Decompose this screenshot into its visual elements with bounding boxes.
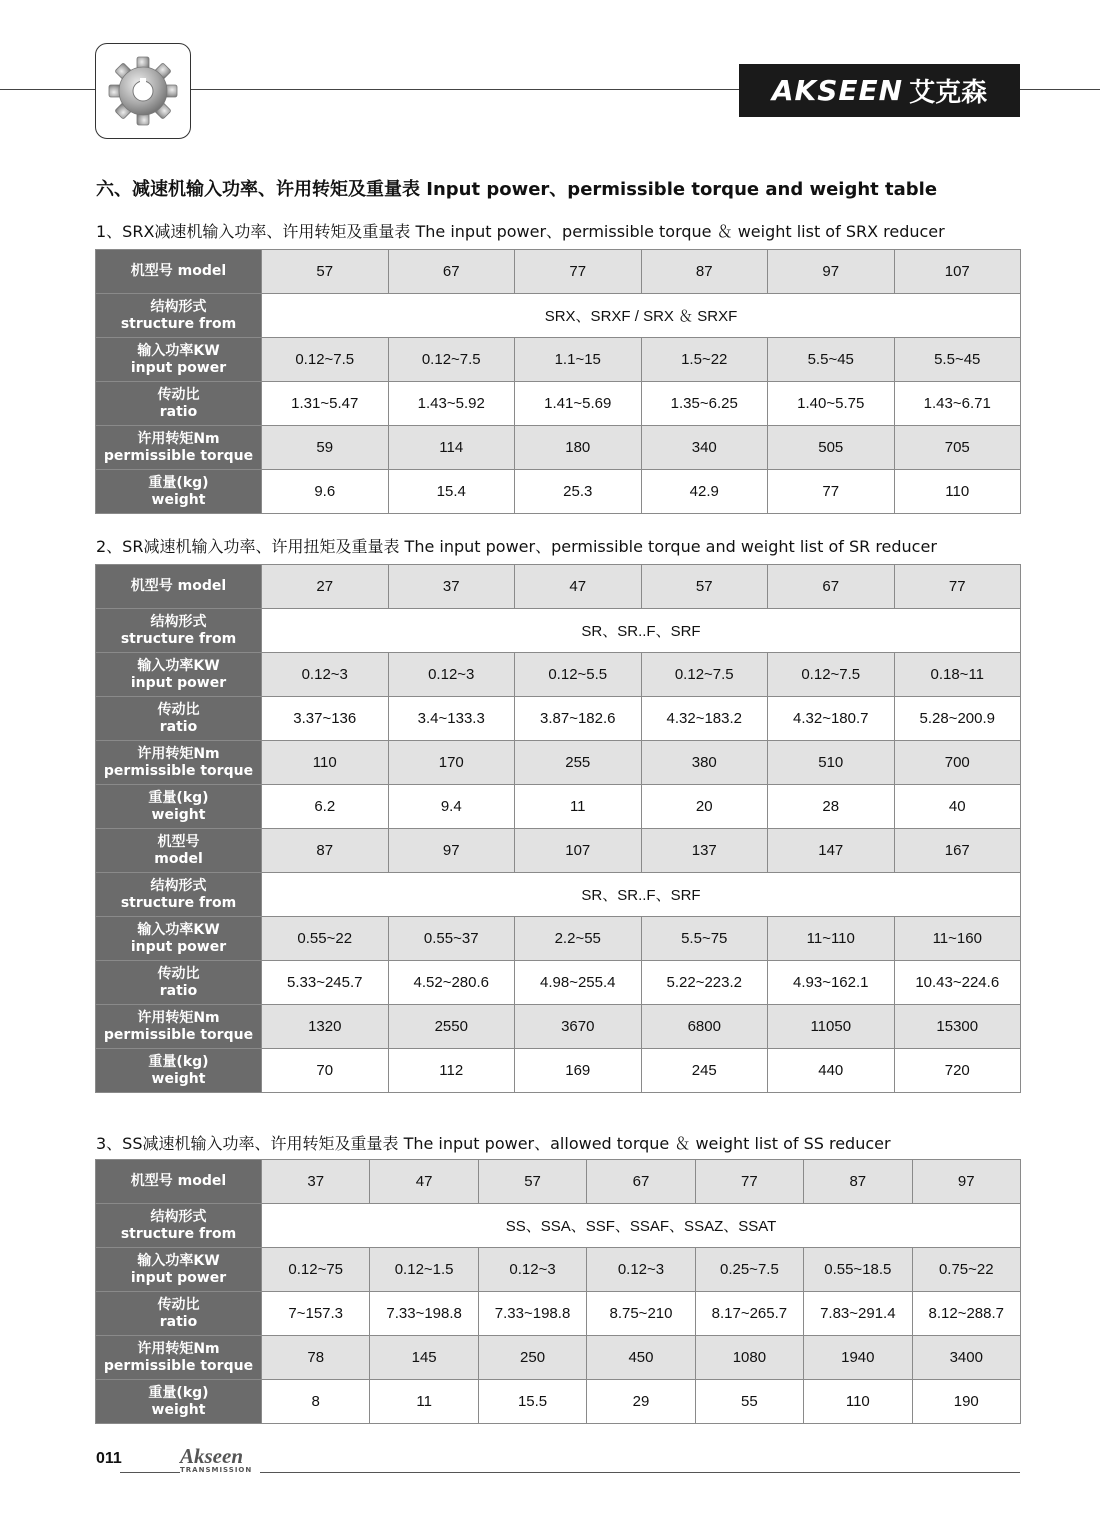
row-header	[96, 1380, 262, 1424]
table-cell: 8.75~210	[587, 1292, 695, 1336]
table-cell: 0.12~7.5	[641, 653, 768, 697]
row-header-label: 许用转矩Nm	[137, 430, 220, 447]
row-header-label: ratio	[159, 1313, 198, 1330]
row-header	[96, 250, 262, 294]
table-cell: 10.43~224.6	[894, 961, 1021, 1005]
table-cell: 28	[768, 785, 895, 829]
row-header	[96, 426, 262, 470]
srx-spec-table	[95, 249, 1021, 514]
table-cell: 27	[262, 565, 389, 609]
table-cell: 42.9	[641, 470, 768, 514]
table-row	[96, 653, 1021, 697]
row-header	[96, 1005, 262, 1049]
table-cell: 1.43~5.92	[388, 382, 515, 426]
brand-name-en: AKSEEN	[771, 74, 904, 107]
table-row	[96, 565, 1021, 609]
table-cell: 7.33~198.8	[478, 1292, 586, 1336]
table-cell: 8	[262, 1380, 370, 1424]
table-cell: 1.35~6.25	[641, 382, 768, 426]
table-cell: 1.1~15	[515, 338, 642, 382]
table-row	[96, 338, 1021, 382]
table-cell: 6800	[641, 1005, 768, 1049]
table-cell: 110	[262, 741, 389, 785]
table-cell: 5.33~245.7	[262, 961, 389, 1005]
table-cell: 0.75~22	[912, 1248, 1020, 1292]
row-header-label: 许用转矩Nm	[137, 1340, 220, 1357]
row-header-label: 输入功率KW	[137, 342, 220, 359]
table-cell: 5.5~45	[894, 338, 1021, 382]
row-header-label: input power	[130, 674, 227, 691]
table-cell: 1.31~5.47	[262, 382, 389, 426]
row-header-label: 重量(kg)	[148, 1384, 209, 1401]
structure-cell: SR、SR..F、SRF	[262, 873, 1021, 917]
table-cell: 47	[515, 565, 642, 609]
table-cell: 110	[804, 1380, 912, 1424]
table-cell: 3.37~136	[262, 697, 389, 741]
table-cell: 450	[587, 1336, 695, 1380]
table-cell: 3670	[515, 1005, 642, 1049]
row-header-label: weight	[151, 1070, 206, 1087]
table-cell: 78	[262, 1336, 370, 1380]
gear-logo-box	[95, 43, 191, 139]
table-cell: 0.12~3	[262, 653, 389, 697]
table-cell: 7~157.3	[262, 1292, 370, 1336]
table-cell: 0.55~37	[388, 917, 515, 961]
row-header-label: permissible torque	[103, 1357, 254, 1374]
table-cell: 67	[388, 250, 515, 294]
table-cell: 77	[894, 565, 1021, 609]
row-header-label: 传动比	[157, 965, 200, 982]
row-header	[96, 294, 262, 338]
table-cell: 37	[388, 565, 515, 609]
table-row	[96, 250, 1021, 294]
table-cell: 4.32~183.2	[641, 697, 768, 741]
row-header-label: 重量(kg)	[148, 1053, 209, 1070]
table-cell: 0.55~22	[262, 917, 389, 961]
table-cell: 97	[912, 1160, 1020, 1204]
table-cell: 4.52~280.6	[388, 961, 515, 1005]
table-cell: 59	[262, 426, 389, 470]
table-row	[96, 829, 1021, 873]
row-header	[96, 961, 262, 1005]
table-title-ss: 3、SS减速机输入功率、许用转矩及重量表 The input power、allowed torque ＆ weight list of SS reducer	[96, 1134, 891, 1153]
table-cell: 11050	[768, 1005, 895, 1049]
table-cell: 0.12~1.5	[370, 1248, 478, 1292]
table-cell: 170	[388, 741, 515, 785]
table-cell: 77	[695, 1160, 803, 1204]
table-cell: 15300	[894, 1005, 1021, 1049]
table-title-sr: 2、SR减速机输入功率、许用扭矩及重量表 The input power、permissible torque and weight list of SR reducer	[96, 537, 937, 556]
row-header	[96, 917, 262, 961]
table-row	[96, 1380, 1021, 1424]
row-header	[96, 785, 262, 829]
table-row	[96, 1336, 1021, 1380]
table-cell: 15.5	[478, 1380, 586, 1424]
table-cell: 0.12~3	[388, 653, 515, 697]
table-cell: 255	[515, 741, 642, 785]
table-cell: 107	[515, 829, 642, 873]
structure-cell: SRX、SRXF / SRX ＆ SRXF	[262, 294, 1021, 338]
table-cell: 3400	[912, 1336, 1020, 1380]
table-cell: 20	[641, 785, 768, 829]
row-header	[96, 653, 262, 697]
ss-spec-table	[95, 1159, 1021, 1424]
footer-logo-word: Akseen	[180, 1444, 243, 1468]
row-header	[96, 1204, 262, 1248]
table-cell: 145	[370, 1336, 478, 1380]
table-cell: 37	[262, 1160, 370, 1204]
table-row	[96, 1005, 1021, 1049]
table-cell: 0.12~3	[587, 1248, 695, 1292]
table-cell: 87	[641, 250, 768, 294]
table-cell: 87	[262, 829, 389, 873]
table-cell: 114	[388, 426, 515, 470]
table-cell: 380	[641, 741, 768, 785]
table-cell: 47	[370, 1160, 478, 1204]
row-header	[96, 470, 262, 514]
table-row	[96, 1292, 1021, 1336]
table-row	[96, 426, 1021, 470]
row-header-label: weight	[151, 491, 206, 508]
table-row	[96, 1248, 1021, 1292]
table-cell: 97	[768, 250, 895, 294]
row-header-label: weight	[151, 1401, 206, 1418]
row-header-label: 机型号	[157, 833, 200, 850]
section-heading: 六、减速机输入功率、许用转矩及重量表 Input power、permissible torque and weight table	[96, 179, 938, 200]
table-cell: 250	[478, 1336, 586, 1380]
table-cell: 1.40~5.75	[768, 382, 895, 426]
table-cell: 340	[641, 426, 768, 470]
table-cell: 440	[768, 1049, 895, 1093]
row-header	[96, 829, 262, 873]
table-cell: 7.33~198.8	[370, 1292, 478, 1336]
table-cell: 40	[894, 785, 1021, 829]
row-header	[96, 382, 262, 426]
row-header-label: 重量(kg)	[148, 789, 209, 806]
row-header-label: input power	[130, 938, 227, 955]
row-header	[96, 1336, 262, 1380]
table-cell: 4.32~180.7	[768, 697, 895, 741]
table-cell: 2550	[388, 1005, 515, 1049]
table-cell: 190	[912, 1380, 1020, 1424]
table-cell: 6.2	[262, 785, 389, 829]
row-header-label: input power	[130, 1269, 227, 1286]
table-cell: 510	[768, 741, 895, 785]
row-header	[96, 565, 262, 609]
row-header-label: 机型号 model	[130, 263, 227, 279]
row-header-label: 传动比	[157, 701, 200, 718]
table-cell: 11	[370, 1380, 478, 1424]
table-cell: 110	[894, 470, 1021, 514]
table-cell: 57	[478, 1160, 586, 1204]
table-row	[96, 1160, 1021, 1204]
row-header-label: structure from	[120, 1225, 237, 1242]
row-header-label: weight	[151, 806, 206, 823]
row-header-label: 传动比	[157, 1296, 200, 1313]
table-row	[96, 470, 1021, 514]
table-cell: 11~160	[894, 917, 1021, 961]
table-cell: 700	[894, 741, 1021, 785]
table-cell: 70	[262, 1049, 389, 1093]
table-cell: 29	[587, 1380, 695, 1424]
table-cell: 2.2~55	[515, 917, 642, 961]
table-cell: 87	[804, 1160, 912, 1204]
table-row	[96, 873, 1021, 917]
table-cell: 169	[515, 1049, 642, 1093]
table-row	[96, 1204, 1021, 1248]
table-cell: 8.17~265.7	[695, 1292, 803, 1336]
table-cell: 4.93~162.1	[768, 961, 895, 1005]
table-cell: 11~110	[768, 917, 895, 961]
table-title-srx: 1、SRX减速机输入功率、许用转矩及重量表 The input power、permissible torque ＆ weight list of SRX reducer	[96, 222, 945, 241]
table-cell: 1.5~22	[641, 338, 768, 382]
table-cell: 7.83~291.4	[804, 1292, 912, 1336]
table-cell: 0.12~3	[478, 1248, 586, 1292]
row-header-label: 结构形式	[150, 877, 207, 894]
table-cell: 15.4	[388, 470, 515, 514]
table-cell: 5.5~75	[641, 917, 768, 961]
table-cell: 97	[388, 829, 515, 873]
table-cell: 0.12~7.5	[262, 338, 389, 382]
footer-logo-sub: TRANSMISSION	[180, 1466, 253, 1474]
table-cell: 55	[695, 1380, 803, 1424]
row-header-label: 机型号 model	[130, 1173, 227, 1189]
row-header-label: 结构形式	[150, 613, 207, 630]
row-header-label: structure from	[120, 315, 237, 332]
row-header-label: 输入功率KW	[137, 1252, 220, 1269]
table-cell: 1940	[804, 1336, 912, 1380]
table-cell: 0.12~75	[262, 1248, 370, 1292]
row-header	[96, 1248, 262, 1292]
brand-logo	[739, 64, 1020, 117]
row-header-label: permissible torque	[103, 1026, 254, 1043]
table-cell: 5.28~200.9	[894, 697, 1021, 741]
row-header-label: 许用转矩Nm	[137, 745, 220, 762]
row-header-label: 输入功率KW	[137, 657, 220, 674]
table-cell: 57	[262, 250, 389, 294]
table-cell: 245	[641, 1049, 768, 1093]
row-header	[96, 1160, 262, 1204]
table-cell: 1080	[695, 1336, 803, 1380]
structure-cell: SS、SSA、SSF、SSAF、SSAZ、SSAT	[262, 1204, 1021, 1248]
table-cell: 1320	[262, 1005, 389, 1049]
row-header-label: ratio	[159, 403, 198, 420]
table-cell: 0.12~5.5	[515, 653, 642, 697]
brand-name-cn: 艾克森	[909, 78, 988, 108]
row-header	[96, 609, 262, 653]
table-cell: 3.87~182.6	[515, 697, 642, 741]
table-cell: 0.18~11	[894, 653, 1021, 697]
row-header-label: input power	[130, 359, 227, 376]
table-row	[96, 1049, 1021, 1093]
table-cell: 25.3	[515, 470, 642, 514]
gear-icon	[105, 53, 181, 129]
table-cell: 112	[388, 1049, 515, 1093]
table-cell: 77	[515, 250, 642, 294]
row-header	[96, 741, 262, 785]
row-header-label: permissible torque	[103, 447, 254, 464]
table-cell: 0.12~7.5	[768, 653, 895, 697]
table-cell: 67	[768, 565, 895, 609]
table-cell: 9.6	[262, 470, 389, 514]
row-header-label: 机型号 model	[130, 578, 227, 594]
page-number: 011	[96, 1450, 126, 1468]
table-row	[96, 697, 1021, 741]
table-cell: 0.25~7.5	[695, 1248, 803, 1292]
table-cell: 9.4	[388, 785, 515, 829]
table-row	[96, 961, 1021, 1005]
row-header	[96, 338, 262, 382]
row-header	[96, 873, 262, 917]
table-cell: 0.12~7.5	[388, 338, 515, 382]
table-cell: 0.55~18.5	[804, 1248, 912, 1292]
row-header	[96, 697, 262, 741]
row-header	[96, 1292, 262, 1336]
row-header-label: 重量(kg)	[148, 474, 209, 491]
table-cell: 720	[894, 1049, 1021, 1093]
table-row	[96, 609, 1021, 653]
row-header-label: structure from	[120, 630, 237, 647]
table-cell: 67	[587, 1160, 695, 1204]
table-cell: 57	[641, 565, 768, 609]
row-header-label: 结构形式	[150, 1208, 207, 1225]
table-cell: 5.22~223.2	[641, 961, 768, 1005]
table-cell: 4.98~255.4	[515, 961, 642, 1005]
row-header-label: 结构形式	[150, 298, 207, 315]
table-row	[96, 741, 1021, 785]
sr-spec-table	[95, 564, 1021, 1093]
row-header-label: ratio	[159, 718, 198, 735]
structure-cell: SR、SR..F、SRF	[262, 609, 1021, 653]
table-row	[96, 917, 1021, 961]
row-header-label: permissible torque	[103, 762, 254, 779]
table-cell: 1.41~5.69	[515, 382, 642, 426]
table-cell: 8.12~288.7	[912, 1292, 1020, 1336]
table-row	[96, 785, 1021, 829]
table-cell: 1.43~6.71	[894, 382, 1021, 426]
table-cell: 3.4~133.3	[388, 697, 515, 741]
table-cell: 167	[894, 829, 1021, 873]
table-cell: 107	[894, 250, 1021, 294]
table-cell: 137	[641, 829, 768, 873]
table-row	[96, 294, 1021, 338]
footer-logo	[180, 1446, 260, 1474]
table-cell: 505	[768, 426, 895, 470]
row-header-label: 许用转矩Nm	[137, 1009, 220, 1026]
row-header-label: model	[154, 850, 203, 867]
table-cell: 77	[768, 470, 895, 514]
row-header	[96, 1049, 262, 1093]
row-header-label: ratio	[159, 982, 198, 999]
table-cell: 5.5~45	[768, 338, 895, 382]
table-cell: 147	[768, 829, 895, 873]
table-row	[96, 382, 1021, 426]
row-header-label: structure from	[120, 894, 237, 911]
row-header-label: 传动比	[157, 386, 200, 403]
row-header-label: 输入功率KW	[137, 921, 220, 938]
table-cell: 705	[894, 426, 1021, 470]
table-cell: 11	[515, 785, 642, 829]
table-cell: 180	[515, 426, 642, 470]
